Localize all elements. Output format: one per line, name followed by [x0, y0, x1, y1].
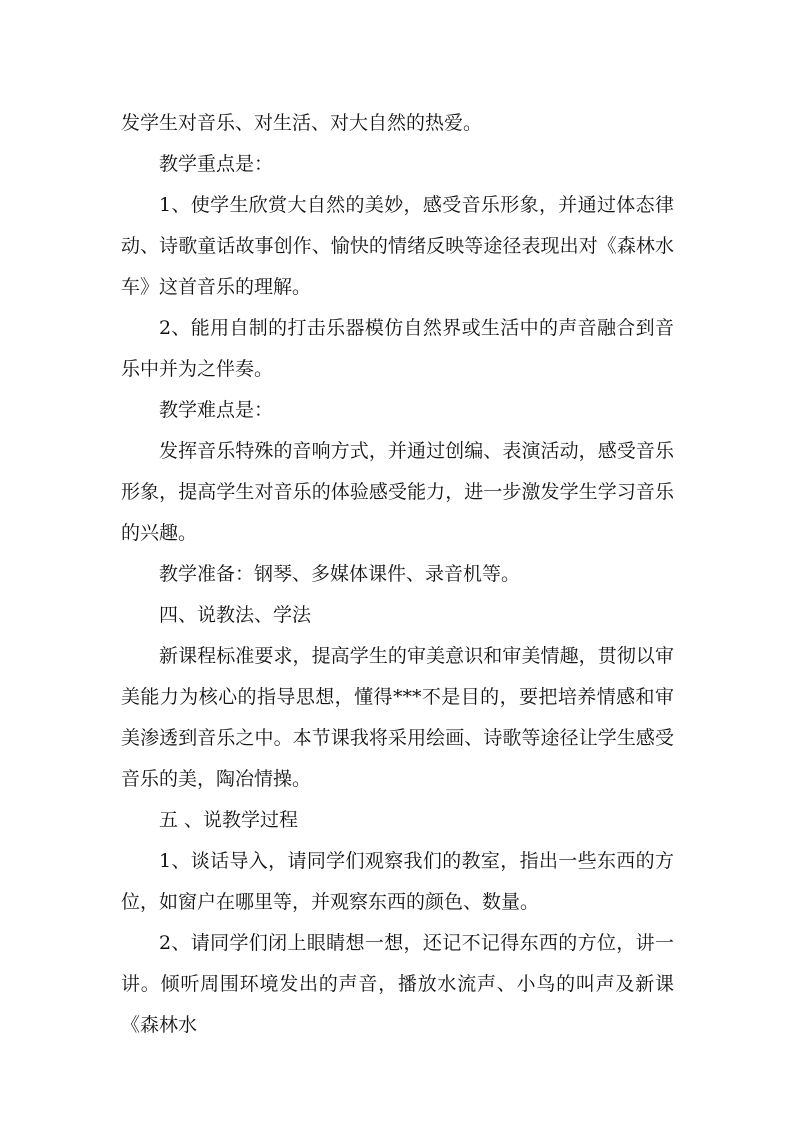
paragraph-difficulty: 发挥音乐特殊的音响方式，并通过创编、表演活动，感受音乐形象，提高学生对音乐的体验感受能力，进一步激发学生学习音乐的兴趣。	[121, 440, 674, 544]
heading-section-4: 四、说教法、学法	[159, 604, 312, 626]
paragraph-preparation: 教学准备：钢琴、多媒体课件、录音机等。	[159, 563, 521, 585]
document-body	[121, 103, 674, 1046]
paragraph-process-2: 2、请同学们闭上眼睛想一想，还记不记得东西的方位，讲一讲。倾听周围环境发出的声音，播放水流声、小鸟的叫声及新课《森林水	[121, 932, 674, 1036]
heading-section-5: 五 、说教学过程	[159, 809, 299, 831]
paragraph-focus-1: 1、使学生欣赏大自然的美妙，感受音乐形象，并通过体态律动、诗歌童话故事创作、愉快的情绪反映等途径表现出对《森林水车》这首音乐的理解。	[121, 194, 674, 298]
heading-teaching-difficulty: 教学难点是：	[159, 399, 274, 421]
paragraph-continuation: 发学生对音乐、对生活、对大自然的热爱。	[121, 112, 483, 134]
paragraph-focus-2: 2、能用自制的打击乐器模仿自然界或生活中的声音融合到音乐中并为之伴奏。	[121, 317, 674, 380]
paragraph-process-1: 1、谈话导入，请同学们观察我们的教室，指出一些东西的方位，如窗户在哪里等，并观察东西的颜色、数量。	[121, 850, 674, 913]
heading-teaching-focus: 教学重点是：	[159, 153, 274, 175]
paragraph-methods: 新课程标准要求，提高学生的审美意识和审美情趣，贯彻以审美能力为核心的指导思想，懂得***不是目的，要把培养情感和审美渗透到音乐之中。本节课我将采用绘画、诗歌等途径让学生感受音乐的美，陶冶情操。	[121, 645, 674, 790]
